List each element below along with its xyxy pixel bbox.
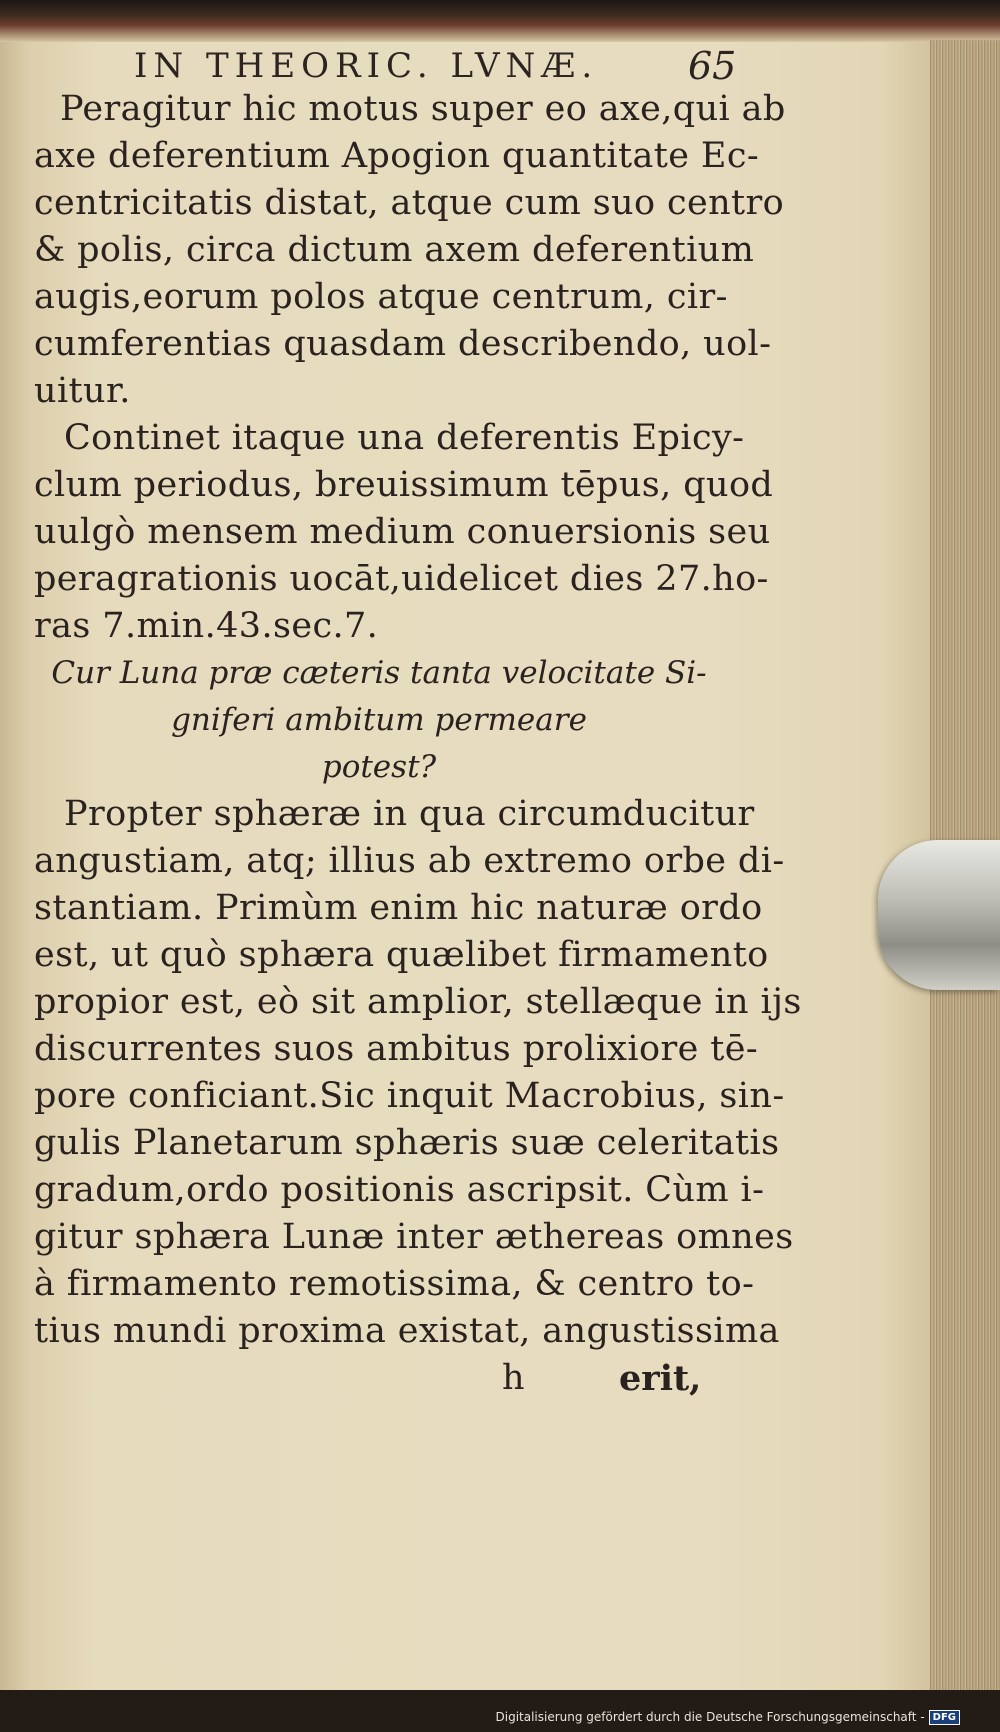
heading-line: potest? <box>321 749 437 785</box>
text-line: gradum,ordo positionis ascripsit. Cùm i- <box>34 1170 765 1210</box>
text-line: Peragitur hic motus super eo axe,qui ab <box>60 89 786 129</box>
text-line: centricitatis distat, atque cum suo centro <box>34 183 785 223</box>
paragraph-2 <box>34 415 774 650</box>
page-number: 65 <box>688 44 737 88</box>
text-line: ras 7.min.43.sec.7. <box>34 606 379 646</box>
running-head: IN THEORIC. LVNÆ. <box>134 46 599 86</box>
text-line: tius mundi proxima existat, angustissima <box>34 1311 780 1351</box>
book-clasp <box>878 840 1000 990</box>
text-line: clum periodus, breuissimum tēpus, quod <box>34 465 774 505</box>
signature-line <box>34 1355 724 1402</box>
text-line: discurrentes suos ambitus prolixiore tē- <box>34 1029 759 1069</box>
section-heading <box>34 650 724 791</box>
text-line: uitur. <box>34 371 131 411</box>
dfg-logo: DFG <box>929 1710 960 1725</box>
text-line: & polis, circa dictum axem deferentium <box>34 230 755 270</box>
paragraph-1 <box>34 86 786 415</box>
text-line: gulis Planetarum sphæris suæ celeritatis <box>34 1123 780 1163</box>
heading-line: gniferi ambitum permeare <box>171 702 587 738</box>
text-line: cumferentias quasdam describendo, uol- <box>34 324 772 364</box>
binding-top-edge <box>0 0 1000 42</box>
text-line: augis,eorum polos atque centrum, cir- <box>34 277 728 317</box>
text-line: pore conficiant.Sic inquit Macrobius, sin- <box>34 1076 785 1116</box>
digitization-credit <box>496 1707 961 1727</box>
text-line: stantiam. Primùm enim hic naturæ ordo <box>34 888 763 928</box>
credit-text: Digitalisierung gefördert durch die Deutsche Forschungsgemeinschaft - <box>495 1710 925 1724</box>
text-line: gitur sphæra Lunæ inter æthereas omnes <box>34 1217 794 1257</box>
text-line: à firmamento remotissima, & centro to- <box>34 1264 755 1304</box>
signature-mark: h <box>502 1358 525 1398</box>
text-line: angustiam, atq; illius ab extremo orbe di- <box>34 841 785 881</box>
text-line: propior est, eò sit amplior, stellæque in ijs <box>34 982 802 1022</box>
page-text <box>34 86 802 1402</box>
page-header <box>0 44 760 88</box>
paragraph-3 <box>34 791 802 1355</box>
catchword: erit, <box>619 1358 702 1399</box>
text-line: est, ut quò sphæra quælibet firmamento <box>34 935 769 975</box>
text-line: Continet itaque una deferentis Epicy- <box>64 418 745 458</box>
text-line: Propter sphæræ in qua circumducitur <box>64 794 755 834</box>
text-line: uulgò mensem medium conuersionis seu <box>34 512 771 552</box>
heading-line: Cur Luna præ cæteris tanta velocitate Si- <box>51 655 707 691</box>
text-line: peragrationis uocāt,uidelicet dies 27.ho- <box>34 559 769 599</box>
text-line: axe deferentium Apogion quantitate Ec- <box>34 136 760 176</box>
